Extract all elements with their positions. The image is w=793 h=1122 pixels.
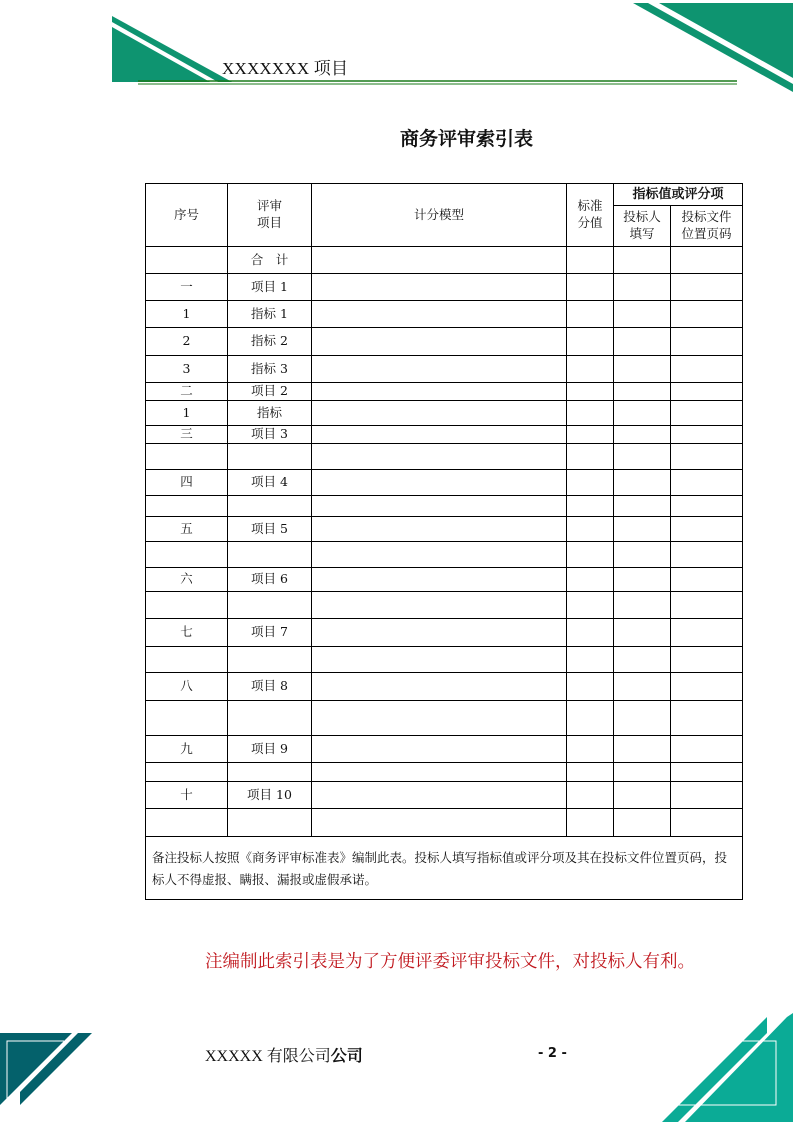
cell-score xyxy=(567,274,614,301)
header-indicator-group: 指标值或评分项 xyxy=(614,184,743,206)
cell-seq: 四 xyxy=(146,470,228,496)
cell-bidder xyxy=(614,328,671,356)
cell-bidder xyxy=(614,782,671,809)
cell-bidder xyxy=(614,401,671,426)
cell-model xyxy=(312,247,567,274)
cell-page xyxy=(671,701,743,736)
cell-bidder xyxy=(614,444,671,470)
table-row xyxy=(146,274,743,301)
review-index-table xyxy=(145,183,743,900)
cell-bidder xyxy=(614,619,671,647)
cell-page xyxy=(671,247,743,274)
cell-model xyxy=(312,809,567,837)
cell-bidder xyxy=(614,426,671,444)
cell-bidder xyxy=(614,568,671,592)
cell-page xyxy=(671,736,743,763)
cell-model xyxy=(312,647,567,673)
cell-score xyxy=(567,568,614,592)
cell-seq: 七 xyxy=(146,619,228,647)
cell-model xyxy=(312,592,567,619)
cell-item xyxy=(228,647,312,673)
cell-model xyxy=(312,701,567,736)
cell-page xyxy=(671,542,743,568)
cell-model xyxy=(312,782,567,809)
cell-model xyxy=(312,736,567,763)
header-standard-score: 标准 分值 xyxy=(567,184,614,247)
cell-item: 指标 1 xyxy=(228,301,312,328)
cell-model xyxy=(312,619,567,647)
footer-company: XXXXX 有限公司公司 xyxy=(205,1046,363,1065)
table-row xyxy=(146,470,743,496)
footer-right-triangle-icon xyxy=(662,1013,793,1122)
table-row xyxy=(146,496,743,517)
table-row xyxy=(146,301,743,328)
cell-seq: 3 xyxy=(146,356,228,383)
cell-item: 项目 2 xyxy=(228,383,312,401)
header-bidder-fill: 投标人 填写 xyxy=(614,206,671,247)
cell-item: 项目 4 xyxy=(228,470,312,496)
table-row xyxy=(146,647,743,673)
cell-bidder xyxy=(614,383,671,401)
cell-page xyxy=(671,647,743,673)
table-row xyxy=(146,782,743,809)
cell-model xyxy=(312,517,567,542)
footer-left-triangle-icon xyxy=(0,1033,92,1105)
table-row xyxy=(146,809,743,837)
cell-score xyxy=(567,247,614,274)
cell-item: 指标 xyxy=(228,401,312,426)
cell-item: 项目 9 xyxy=(228,736,312,763)
cell-bidder xyxy=(614,301,671,328)
table-row xyxy=(146,401,743,426)
header-seq: 序号 xyxy=(146,184,228,247)
cell-page xyxy=(671,592,743,619)
cell-score xyxy=(567,301,614,328)
cell-bidder xyxy=(614,647,671,673)
cell-item: 合 计 xyxy=(228,247,312,274)
cell-score xyxy=(567,592,614,619)
cell-score xyxy=(567,647,614,673)
cell-page xyxy=(671,356,743,383)
page-title: 商务评审索引表 xyxy=(399,128,533,150)
cell-score xyxy=(567,470,614,496)
table-row xyxy=(146,517,743,542)
cell-page xyxy=(671,470,743,496)
cell-model xyxy=(312,274,567,301)
cell-seq: 六 xyxy=(146,568,228,592)
cell-item xyxy=(228,592,312,619)
cell-seq xyxy=(146,444,228,470)
cell-score xyxy=(567,496,614,517)
cell-seq: 三 xyxy=(146,426,228,444)
cell-model xyxy=(312,356,567,383)
cell-page xyxy=(671,517,743,542)
cell-seq: 2 xyxy=(146,328,228,356)
cell-score xyxy=(567,701,614,736)
cell-bidder xyxy=(614,736,671,763)
cell-score xyxy=(567,383,614,401)
cell-item: 项目 10 xyxy=(228,782,312,809)
table-row xyxy=(146,619,743,647)
table-row xyxy=(146,356,743,383)
cell-score xyxy=(567,736,614,763)
cell-page xyxy=(671,673,743,701)
cell-item xyxy=(228,444,312,470)
table-remark: 备注投标人按照《商务评审标准表》编制此表。投标人填写指标值或评分项及其在投标文件位置页码，投标人不得虚报、瞒报、漏报或虚假承诺。 xyxy=(146,837,743,900)
header-rule xyxy=(138,81,737,84)
cell-page xyxy=(671,444,743,470)
cell-item xyxy=(228,496,312,517)
cell-score xyxy=(567,444,614,470)
cell-seq xyxy=(146,247,228,274)
cell-page xyxy=(671,568,743,592)
cell-bidder xyxy=(614,517,671,542)
cell-page xyxy=(671,619,743,647)
cell-score xyxy=(567,401,614,426)
cell-item: 项目 7 xyxy=(228,619,312,647)
header-project-label: XXXXXXX 项目 xyxy=(222,59,349,78)
header-review-item: 评审 项目 xyxy=(228,184,312,247)
cell-bidder xyxy=(614,496,671,517)
cell-bidder xyxy=(614,701,671,736)
cell-score xyxy=(567,542,614,568)
cell-seq: 1 xyxy=(146,301,228,328)
table-row xyxy=(146,701,743,736)
table-row xyxy=(146,383,743,401)
cell-bidder xyxy=(614,470,671,496)
table-row xyxy=(146,247,743,274)
cell-bidder xyxy=(614,763,671,782)
cell-model xyxy=(312,496,567,517)
cell-seq: 二 xyxy=(146,383,228,401)
header-right-triangle-icon xyxy=(633,3,793,92)
cell-bidder xyxy=(614,356,671,383)
header-page-location: 投标文件 位置页码 xyxy=(671,206,743,247)
cell-page xyxy=(671,301,743,328)
cell-seq xyxy=(146,592,228,619)
table-row xyxy=(146,568,743,592)
cell-score xyxy=(567,328,614,356)
cell-page xyxy=(671,328,743,356)
cell-seq: 1 xyxy=(146,401,228,426)
cell-model xyxy=(312,426,567,444)
cell-seq: 十 xyxy=(146,782,228,809)
cell-page xyxy=(671,401,743,426)
cell-model xyxy=(312,673,567,701)
table-row xyxy=(146,763,743,782)
cell-model xyxy=(312,444,567,470)
header-scoring-model: 计分模型 xyxy=(312,184,567,247)
table-row xyxy=(146,673,743,701)
cell-item xyxy=(228,809,312,837)
cell-page xyxy=(671,763,743,782)
cell-item xyxy=(228,701,312,736)
table-row xyxy=(146,592,743,619)
cell-page xyxy=(671,782,743,809)
cell-seq xyxy=(146,809,228,837)
cell-seq: 八 xyxy=(146,673,228,701)
cell-item: 指标 3 xyxy=(228,356,312,383)
cell-bidder xyxy=(614,673,671,701)
cell-bidder xyxy=(614,274,671,301)
cell-model xyxy=(312,401,567,426)
cell-score xyxy=(567,619,614,647)
cell-page xyxy=(671,809,743,837)
cell-seq xyxy=(146,496,228,517)
table-row xyxy=(146,426,743,444)
cell-seq xyxy=(146,701,228,736)
page-number: - 2 - xyxy=(538,1046,567,1061)
cell-seq xyxy=(146,763,228,782)
cell-bidder xyxy=(614,247,671,274)
cell-score xyxy=(567,763,614,782)
cell-seq xyxy=(146,647,228,673)
cell-item: 指标 2 xyxy=(228,328,312,356)
cell-bidder xyxy=(614,809,671,837)
table-row xyxy=(146,444,743,470)
table-row xyxy=(146,542,743,568)
cell-item: 项目 5 xyxy=(228,517,312,542)
cell-page xyxy=(671,426,743,444)
cell-model xyxy=(312,763,567,782)
cell-seq: 九 xyxy=(146,736,228,763)
table-row xyxy=(146,328,743,356)
table-row xyxy=(146,736,743,763)
cell-model xyxy=(312,568,567,592)
cell-model xyxy=(312,542,567,568)
red-note: 注编制此索引表是为了方便评委评审投标文件，对投标人有利。 xyxy=(205,952,695,972)
cell-seq xyxy=(146,542,228,568)
cell-seq: 一 xyxy=(146,274,228,301)
cell-item xyxy=(228,542,312,568)
cell-page xyxy=(671,496,743,517)
cell-score xyxy=(567,356,614,383)
cell-score xyxy=(567,426,614,444)
cell-page xyxy=(671,383,743,401)
cell-bidder xyxy=(614,592,671,619)
cell-item: 项目 1 xyxy=(228,274,312,301)
cell-item: 项目 6 xyxy=(228,568,312,592)
cell-item: 项目 3 xyxy=(228,426,312,444)
cell-score xyxy=(567,782,614,809)
cell-seq: 五 xyxy=(146,517,228,542)
cell-score xyxy=(567,673,614,701)
cell-model xyxy=(312,301,567,328)
cell-item: 项目 8 xyxy=(228,673,312,701)
cell-model xyxy=(312,470,567,496)
cell-model xyxy=(312,383,567,401)
header-left-triangle-icon xyxy=(112,16,232,82)
cell-page xyxy=(671,274,743,301)
cell-model xyxy=(312,328,567,356)
cell-item xyxy=(228,763,312,782)
cell-score xyxy=(567,809,614,837)
cell-score xyxy=(567,517,614,542)
cell-bidder xyxy=(614,542,671,568)
